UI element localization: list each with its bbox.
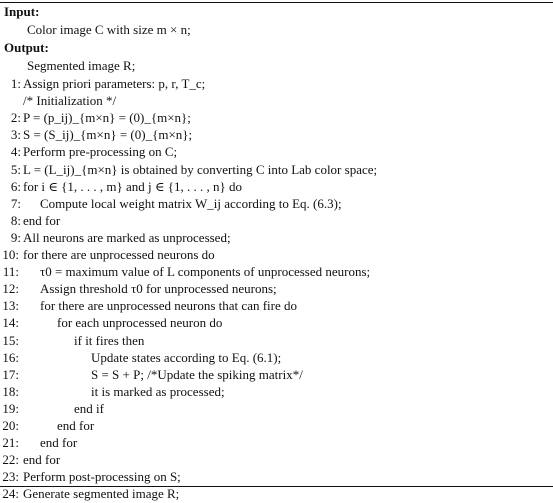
line-text: Perform pre-processing on C;: [23, 144, 178, 160]
line-number: 8:: [10, 212, 21, 228]
line-text: end for: [40, 435, 78, 451]
line-text: Compute local weight matrix W_ij according to Eq. (6.3);: [40, 195, 342, 211]
line-text: S = (S_ij)_{m×n} = (0)_{m×n};: [23, 127, 193, 143]
line-number: 3:: [10, 127, 21, 143]
line-number: 16:: [2, 349, 19, 365]
line-text: Assign threshold τ0 for unprocessed neurons;: [40, 281, 277, 297]
line-number: 13:: [2, 298, 19, 314]
line-number: 1:: [10, 76, 21, 91]
line-number: 19:: [2, 400, 19, 416]
output-label: Output:: [4, 40, 49, 55]
line-text: Perform post-processing on S;: [23, 469, 181, 485]
input-label: Input:: [4, 4, 40, 19]
line-text: /* Initialization */: [23, 93, 117, 109]
line-text: P = (p_ij)_{m×n} = (0)_{m×n};: [23, 110, 191, 126]
line-number: 12:: [2, 281, 19, 297]
line-number: 21:: [2, 435, 19, 451]
line-number: 5:: [10, 161, 21, 177]
line-text: end for: [23, 212, 61, 228]
line-number: 24:: [2, 486, 19, 502]
line-text: for there are unprocessed neurons do: [23, 247, 215, 262]
line-text: Update states according to Eq. (6.1);: [91, 349, 282, 365]
output-text: Segmented image R;: [27, 58, 136, 73]
line-text: if it fires then: [74, 332, 145, 348]
bottom-rule: [0, 486, 553, 487]
line-text: Assign priori parameters: p, r, T_c;: [23, 76, 206, 91]
line-number: 23:: [2, 469, 19, 485]
line-number: 14:: [2, 315, 19, 331]
line-number: 4:: [10, 144, 21, 160]
line-text: All neurons are marked as unprocessed;: [23, 229, 231, 245]
line-text: for i ∈ {1, . . . , m} and j ∈ {1, . . . , n} do: [23, 178, 242, 194]
line-number: 15:: [2, 332, 19, 348]
line-text: for each unprocessed neuron do: [57, 315, 223, 331]
line-text: end if: [74, 400, 104, 416]
line-number: 7:: [10, 195, 21, 211]
line-number: 20:: [2, 418, 19, 433]
line-number: 2:: [10, 110, 21, 126]
line-text: L = (L_ij)_{m×n} is obtained by converting C into Lab color space;: [23, 161, 378, 177]
line-text: for there are unprocessed neurons that can fire do: [40, 298, 297, 314]
top-rule: [0, 2, 553, 3]
line-text: it is marked as processed;: [91, 383, 225, 399]
line-text: end for: [57, 418, 95, 433]
line-text: end for: [23, 452, 61, 468]
line-text: τ0 = maximum value of L components of unprocessed neurons;: [40, 264, 371, 280]
line-number: 6:: [10, 178, 21, 194]
line-number: 22:: [2, 452, 19, 468]
line-text: Generate segmented image R;: [23, 486, 180, 502]
line-number: 11:: [2, 264, 19, 280]
line-number: 9:: [10, 229, 21, 245]
line-text: S = S + P; /*Update the spiking matrix*/: [91, 366, 303, 382]
line-number: 18:: [2, 383, 19, 399]
input-text: Color image C with size m × n;: [27, 22, 191, 37]
line-number: 10:: [2, 247, 19, 262]
line-number: 17:: [2, 366, 19, 382]
